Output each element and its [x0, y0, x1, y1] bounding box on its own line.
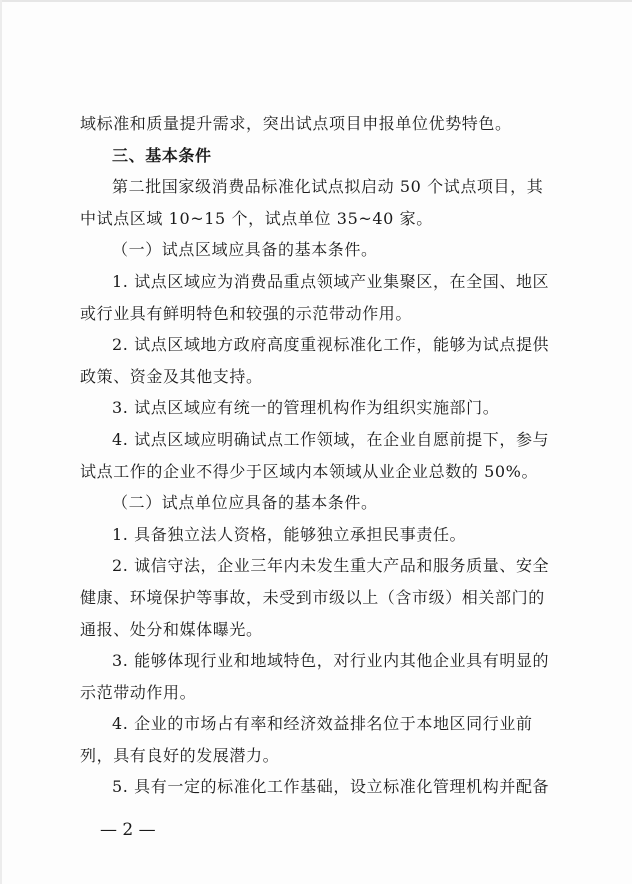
text-line: 域标准和质量提升需求，突出试点项目申报单位优势特色。: [80, 114, 512, 133]
text-line: 5. 具有一定的标准化工作基础，设立标准化管理机构并配备: [112, 777, 550, 797]
page-number: — 2 —: [100, 820, 156, 840]
scan-edge: [0, 0, 632, 2]
text-line: 3. 试点区域应有统一的管理机构作为组织实施部门。: [112, 398, 500, 418]
text-line: 列，具有良好的发展潜力。: [80, 745, 280, 765]
text-line: 2. 诚信守法，企业三年内未发生重大产品和服务质量、安全: [112, 556, 550, 576]
subsection-heading: （二）试点单位应具备的基本条件。: [112, 493, 378, 513]
text-line: 政策、资金及其他支持。: [80, 366, 263, 386]
text-line: 4. 企业的市场占有率和经济效益排名位于本地区同行业前: [112, 714, 533, 734]
text-line: 4. 试点区域应明确试点工作领域，在企业自愿前提下，参与: [112, 429, 550, 449]
text-line: 或行业具有鲜明特色和较强的示范带动作用。: [80, 303, 413, 323]
text-line: 通报、处分和媒体曝光。: [80, 619, 263, 639]
text-line: 1. 具备独立法人资格，能够独立承担民事责任。: [112, 524, 467, 544]
text-line: 健康、环境保护等事故，未受到市级以上（含市级）相关部门的: [80, 587, 545, 607]
section-heading: 三、基本条件: [112, 145, 212, 165]
text-line: 中试点区域 10~15 个，试点单位 35~40 家。: [80, 208, 433, 228]
text-line: 示范带动作用。: [80, 682, 197, 702]
text-line: 试点工作的企业不得少于区域内本领域从业企业总数的 50%。: [80, 461, 539, 481]
scan-edge: [0, 0, 2, 884]
subsection-heading: （一）试点区域应具备的基本条件。: [112, 240, 378, 260]
text-line: 2. 试点区域地方政府高度重视标准化工作，能够为试点提供: [112, 335, 550, 355]
text-line: 3. 能够体现行业和地域特色，对行业内其他企业具有明显的: [112, 651, 550, 671]
document-body: [80, 108, 550, 803]
text-line: 第二批国家级消费品标准化试点拟启动 50 个试点项目，其: [112, 177, 544, 197]
text-line: 1. 试点区域应为消费品重点领域产业集聚区，在全国、地区: [112, 271, 550, 291]
